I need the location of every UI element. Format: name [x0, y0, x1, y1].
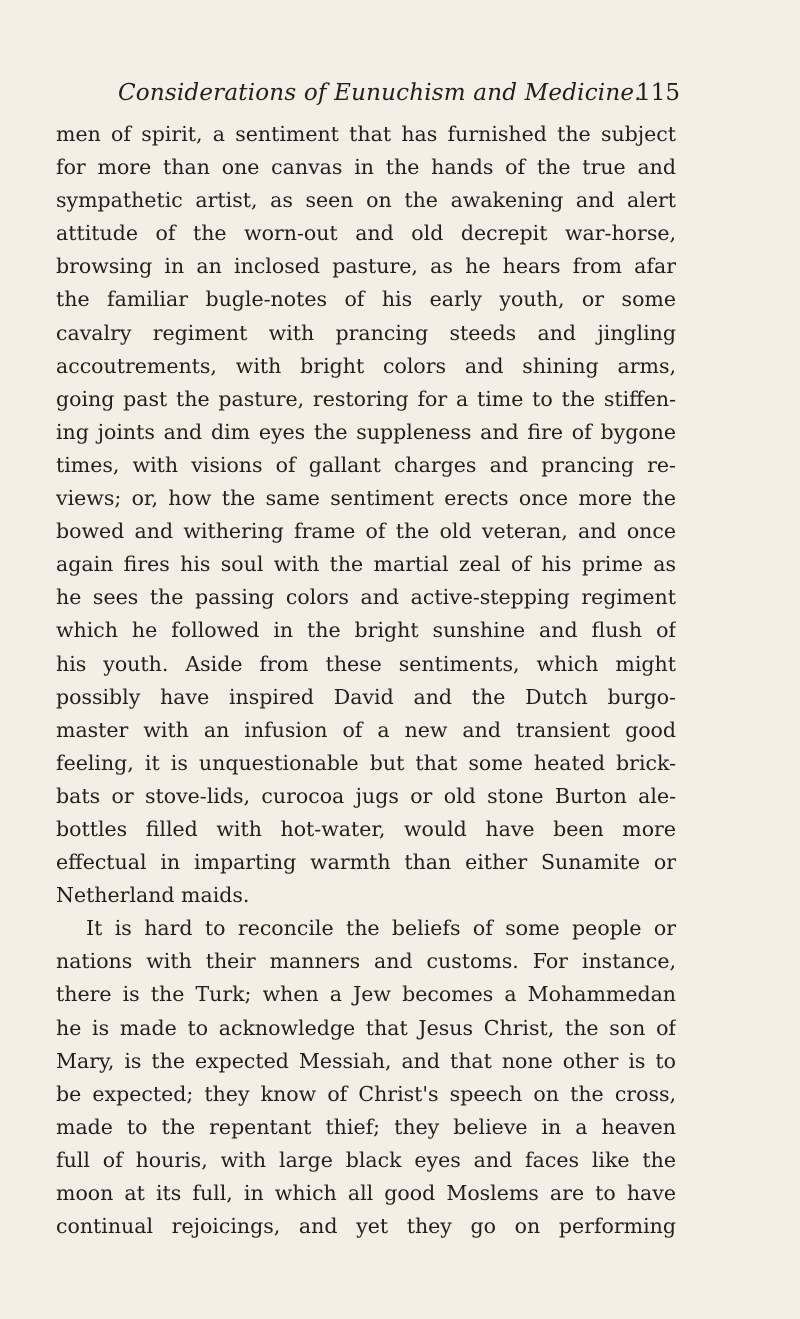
- text-line: the familiar bugle-notes of his early youth, or some: [56, 287, 676, 312]
- page-header: [118, 80, 678, 114]
- text-line: Netherland maids.: [56, 883, 250, 908]
- text-line: there is the Turk; when a Jew becomes a Mohammedan: [56, 982, 676, 1007]
- text-line: again fires his soul with the martial zeal of his prime as: [56, 552, 676, 577]
- running-title: Considerations of Eunuchism and Medicine.: [118, 80, 642, 106]
- text-line: which he followed in the bright sunshine and flush of: [56, 618, 676, 643]
- text-line: full of houris, with large black eyes and faces like the: [56, 1147, 676, 1172]
- page-number: 115: [636, 80, 680, 106]
- text-line: possibly have inspired David and the Dutch burgo-: [56, 684, 676, 709]
- text-line: views; or, how the same sentiment erects once more the: [56, 486, 676, 511]
- text-line: men of spirit, a sentiment that has furnished the subject: [56, 122, 676, 146]
- text-line: for more than one canvas in the hands of the true and: [56, 155, 676, 180]
- text-line: he sees the passing colors and active-stepping regiment: [56, 585, 676, 610]
- text-line: feeling, it is unquestionable but that some heated brick-: [56, 750, 676, 775]
- text-line: continual rejoicings, and yet they go on performing: [56, 1214, 676, 1239]
- text-line: made to the repentant thief; they believe in a heaven: [56, 1114, 676, 1139]
- text-line: attitude of the worn-out and old decrepit war-horse,: [56, 221, 676, 246]
- text-line: be expected; they know of Christ's speech on the cross,: [56, 1081, 676, 1106]
- text-line: bats or stove-lids, curocoa jugs or old stone Burton ale-: [56, 783, 676, 808]
- body-text: [56, 118, 676, 1243]
- text-line: accoutrements, with bright colors and shining arms,: [56, 353, 676, 378]
- text-line: bottles filled with hot-water, would have been more: [56, 816, 676, 841]
- text-line: his youth. Aside from these sentiments, which might: [56, 651, 676, 676]
- text-line: ing joints and dim eyes the suppleness and fire of bygone: [56, 419, 676, 444]
- text-line: effectual in imparting warmth than either Sunamite or: [56, 850, 676, 875]
- text-line: nations with their manners and customs. For instance,: [56, 949, 676, 974]
- text-line: going past the pasture, restoring for a time to the stiffen-: [56, 386, 676, 411]
- text-line: times, with visions of gallant charges and prancing re-: [56, 452, 676, 477]
- text-line: It is hard to reconcile the beliefs of some people or: [86, 916, 676, 941]
- text-line: browsing in an inclosed pasture, as he hears from afar: [56, 254, 676, 279]
- text-line: moon at its full, in which all good Moslems are to have: [56, 1181, 676, 1205]
- text-line: master with an infusion of a new and transient good: [56, 717, 676, 742]
- text-line: he is made to acknowledge that Jesus Christ, the son of: [56, 1015, 676, 1040]
- text-line: Mary, is the expected Messiah, and that none other is to: [56, 1048, 676, 1073]
- text-line: bowed and withering frame of the old veteran, and once: [56, 519, 676, 544]
- text-line: cavalry regiment with prancing steeds and jingling: [56, 320, 676, 345]
- text-line: sympathetic artist, as seen on the awakening and alert: [56, 188, 676, 213]
